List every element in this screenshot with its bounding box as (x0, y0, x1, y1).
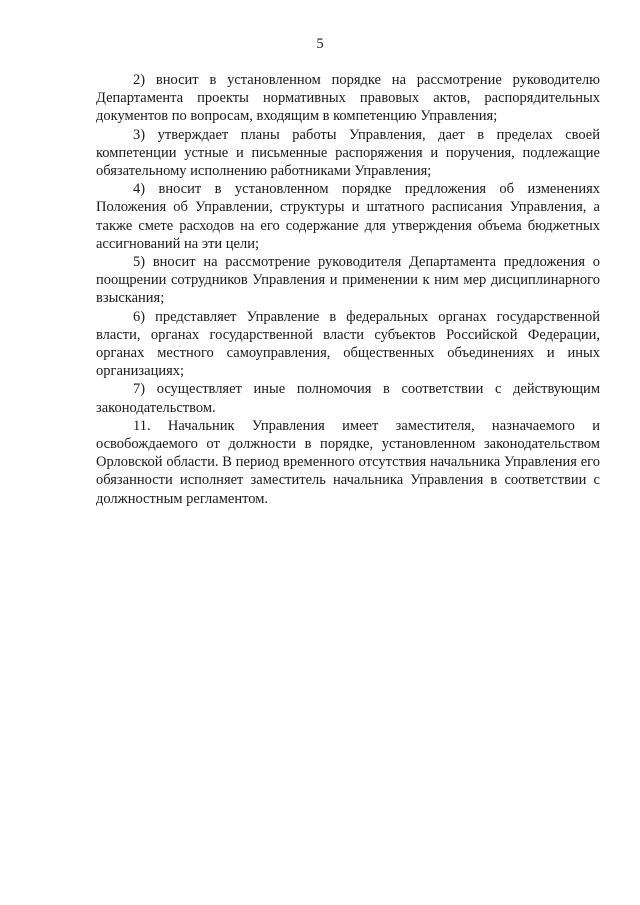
paragraph-item-5: 5) вносит на рассмотрение руководителя Департамента предложения о поощрении сотрудников Управления и применении к ним мер дисциплинарного взыскания; (96, 254, 600, 307)
paragraph-item-4: 4) вносит в установленном порядке предложения об изменениях Положения об Управлении, структуры и штатного расписания Управления, а также смете расходов на его содержание для утверждения объема бюджетных ассигнований на эти цели; (96, 181, 600, 252)
document-body (96, 71, 600, 508)
paragraph-item-2: 2) вносит в установленном порядке на рассмотрение руководителю Департамента проекты нормативных правовых актов, распорядительных документов по вопросам, входящим в компетенцию Управления; (96, 72, 600, 125)
paragraph-item-7: 7) осуществляет иные полномочия в соответствии с действующим законодательством. (96, 381, 600, 416)
page-number: 5 (316, 36, 324, 52)
paragraph-item-3: 3) утверждает планы работы Управления, дает в пределах своей компетенции устные и письменные распоряжения и поручения, подлежащие обязательному исполнению работниками Управления; (96, 126, 600, 180)
paragraph-section-11: 11. Начальник Управления имеет заместителя, назначаемого и освобождаемого от должности в порядке, установленном законодательством Орловской области. В период временного отсутствия начальника Управления его обязанности исполняет заместитель начальника Управления в соответствии с должностным регламентом. (96, 417, 600, 507)
paragraph-item-6: 6) представляет Управление в федеральных органах государственной власти, органах государственной власти субъектов Российской Федерации, органах местного самоуправления, общественных объединениях и иных организациях; (96, 308, 600, 380)
